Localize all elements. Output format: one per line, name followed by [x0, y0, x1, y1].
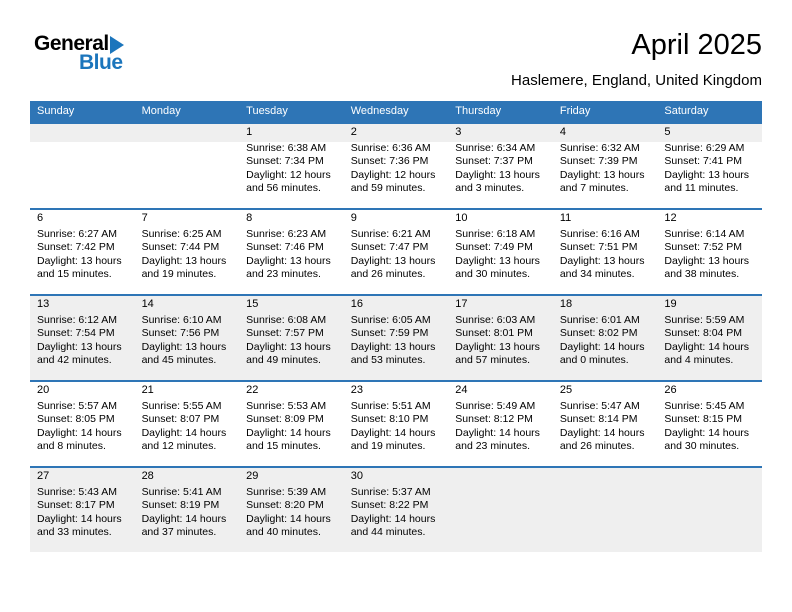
sunrise-text: Sunrise: 6:05 AM [350, 313, 431, 326]
day-cell [344, 382, 449, 466]
sunrise-text: Sunrise: 5:59 AM [664, 313, 745, 326]
daylight-text: Daylight: 14 hours and 19 minutes. [350, 426, 436, 453]
sunrise-text: Sunrise: 5:57 AM [37, 399, 117, 412]
sunrise-text: Sunrise: 5:45 AM [664, 399, 745, 412]
week-row-4 [30, 380, 762, 466]
weekday-header-wednesday: Wednesday [350, 104, 409, 117]
day-number: 12 [664, 211, 677, 224]
day-number: 22 [246, 383, 259, 396]
daylight-text: Daylight: 14 hours and 40 minutes. [246, 512, 331, 539]
sunset-text: Sunset: 7:46 PM [246, 241, 324, 254]
empty-day-cell [657, 468, 762, 552]
weekday-header-sunday: Sunday [37, 104, 75, 117]
day-number: 20 [37, 383, 50, 396]
weekday-header-friday: Friday [559, 104, 591, 117]
daylight-text: Daylight: 12 hours and 56 minutes. [246, 168, 331, 195]
day-number: 8 [246, 211, 253, 224]
day-number: 4 [553, 124, 658, 142]
sunset-text: Sunset: 8:05 PM [37, 413, 115, 426]
daylight-text: Daylight: 13 hours and 34 minutes. [559, 254, 645, 281]
day-number: 11 [559, 211, 572, 224]
sunset-text: Sunset: 8:09 PM [246, 413, 324, 426]
sunrise-text: Sunrise: 5:49 AM [455, 399, 536, 412]
sunset-text: Sunset: 8:07 PM [141, 413, 220, 426]
daylight-text: Daylight: 13 hours and 49 minutes. [246, 340, 331, 367]
daylight-text: Daylight: 14 hours and 15 minutes. [246, 426, 331, 453]
sunrise-text: Sunrise: 5:53 AM [246, 399, 327, 412]
day-number: 7 [141, 211, 148, 224]
daylight-text: Daylight: 13 hours and 45 minutes. [141, 340, 227, 367]
day-number: 29 [246, 469, 259, 482]
day-cell [239, 382, 344, 466]
day-cell [239, 124, 344, 208]
sunrise-text: Sunrise: 5:47 AM [559, 399, 640, 412]
day-number: 28 [141, 469, 154, 482]
sunrise-text: Sunrise: 6:01 AM [559, 313, 640, 326]
sunrise-text: Sunrise: 5:51 AM [350, 399, 431, 412]
daylight-text: Daylight: 13 hours and 15 minutes. [37, 254, 122, 281]
day-number: 15 [246, 297, 259, 310]
sunset-text: Sunset: 7:54 PM [37, 327, 115, 340]
month-title: April 2025 [631, 29, 762, 61]
daylight-text: Daylight: 13 hours and 7 minutes. [559, 168, 645, 195]
page-header [30, 28, 762, 89]
sunrise-text: Sunrise: 5:55 AM [141, 399, 222, 412]
weekday-header-thursday: Thursday [455, 104, 502, 117]
sunrise-text: Sunrise: 6:36 AM [350, 141, 431, 154]
day-cell [135, 296, 240, 380]
sunrise-text: Sunrise: 6:23 AM [246, 227, 327, 240]
week-row-5 [30, 466, 762, 552]
day-number-empty [657, 468, 762, 486]
sunrise-text: Sunrise: 5:39 AM [246, 485, 327, 498]
empty-day-cell [30, 124, 135, 208]
general-blue-logo [30, 28, 124, 75]
sunset-text: Sunset: 7:57 PM [246, 327, 324, 340]
title-block [511, 28, 762, 89]
sunrise-text: Sunrise: 6:29 AM [664, 141, 745, 154]
sunset-text: Sunset: 8:14 PM [559, 413, 638, 426]
sunrise-text: Sunrise: 6:21 AM [350, 227, 431, 240]
day-cell [448, 124, 553, 208]
logo-text-general: General [34, 32, 109, 55]
sunrise-text: Sunrise: 6:12 AM [37, 313, 117, 326]
sunrise-text: Sunrise: 6:03 AM [455, 313, 536, 326]
week-row-3 [30, 294, 762, 380]
weekday-header-saturday: Saturday [664, 104, 709, 117]
daylight-text: Daylight: 13 hours and 42 minutes. [37, 340, 122, 367]
day-number-empty [553, 468, 658, 486]
sunrise-text: Sunrise: 6:14 AM [664, 227, 745, 240]
day-cell [448, 382, 553, 466]
daylight-text: Daylight: 13 hours and 53 minutes. [350, 340, 436, 367]
day-cell [135, 382, 240, 466]
sunrise-text: Sunrise: 6:25 AM [141, 227, 222, 240]
sunset-text: Sunset: 7:34 PM [246, 155, 324, 168]
day-cell [448, 210, 553, 294]
daylight-text: Daylight: 14 hours and 0 minutes. [559, 340, 645, 367]
day-cell [553, 296, 658, 380]
day-number-empty [448, 468, 553, 486]
day-number: 1 [239, 124, 344, 142]
daylight-text: Daylight: 13 hours and 26 minutes. [350, 254, 436, 281]
sunset-text: Sunset: 8:01 PM [455, 327, 533, 340]
day-number: 10 [455, 211, 468, 224]
calendar-table [30, 101, 762, 552]
sunset-text: Sunset: 8:04 PM [664, 327, 743, 340]
sunset-text: Sunset: 8:15 PM [664, 413, 743, 426]
sunset-text: Sunset: 7:47 PM [350, 241, 429, 254]
day-cell [135, 468, 240, 552]
empty-day-cell [135, 124, 240, 208]
day-number: 16 [350, 297, 363, 310]
daylight-text: Daylight: 13 hours and 30 minutes. [455, 254, 540, 281]
day-number: 9 [350, 211, 357, 224]
sunrise-text: Sunrise: 5:43 AM [37, 485, 117, 498]
day-cell [657, 124, 762, 208]
sunset-text: Sunset: 8:20 PM [246, 499, 324, 512]
day-cell [553, 124, 658, 208]
day-number: 6 [37, 211, 44, 224]
sunset-text: Sunset: 8:17 PM [37, 499, 115, 512]
sunset-text: Sunset: 8:22 PM [350, 499, 429, 512]
sunrise-text: Sunrise: 5:41 AM [141, 485, 222, 498]
sunset-text: Sunset: 8:12 PM [455, 413, 533, 426]
sunset-text: Sunset: 7:36 PM [350, 155, 429, 168]
sunrise-text: Sunrise: 5:37 AM [350, 485, 431, 498]
sunset-text: Sunset: 7:37 PM [455, 155, 533, 168]
sunset-text: Sunset: 8:10 PM [350, 413, 429, 426]
day-number-empty [30, 124, 135, 142]
day-cell [239, 210, 344, 294]
daylight-text: Daylight: 14 hours and 30 minutes. [664, 426, 750, 453]
day-cell [239, 468, 344, 552]
sunrise-text: Sunrise: 6:10 AM [141, 313, 222, 326]
day-cell [344, 468, 449, 552]
sunset-text: Sunset: 7:56 PM [141, 327, 220, 340]
day-cell [344, 124, 449, 208]
daylight-text: Daylight: 13 hours and 11 minutes. [664, 168, 750, 195]
daylight-text: Daylight: 14 hours and 8 minutes. [37, 426, 122, 453]
day-number: 18 [559, 297, 573, 310]
day-cell [657, 210, 762, 294]
empty-day-cell [553, 468, 658, 552]
daylight-text: Daylight: 14 hours and 37 minutes. [141, 512, 227, 539]
sunrise-text: Sunrise: 6:18 AM [455, 227, 536, 240]
day-number: 26 [664, 383, 677, 396]
daylight-text: Daylight: 13 hours and 3 minutes. [455, 168, 540, 195]
week-row-2 [30, 208, 762, 294]
day-number: 5 [657, 124, 762, 142]
day-cell [30, 296, 135, 380]
day-number: 23 [350, 383, 363, 396]
sunset-text: Sunset: 7:51 PM [559, 241, 638, 254]
day-cell [135, 210, 240, 294]
daylight-text: Daylight: 13 hours and 23 minutes. [246, 254, 331, 281]
daylight-text: Daylight: 14 hours and 23 minutes. [455, 426, 540, 453]
day-number: 17 [455, 297, 468, 310]
day-cell [657, 296, 762, 380]
day-cell [30, 382, 135, 466]
sunset-text: Sunset: 7:44 PM [141, 241, 220, 254]
daylight-text: Daylight: 13 hours and 38 minutes. [664, 254, 750, 281]
day-cell [30, 210, 135, 294]
day-number: 30 [350, 469, 363, 482]
day-cell [239, 296, 344, 380]
day-cell [553, 210, 658, 294]
daylight-text: Daylight: 14 hours and 4 minutes. [664, 340, 750, 367]
sunrise-text: Sunrise: 6:38 AM [246, 141, 327, 154]
sunrise-text: Sunrise: 6:27 AM [37, 227, 117, 240]
day-number: 13 [37, 297, 50, 310]
logo-text-blue: Blue [79, 51, 123, 74]
day-cell [344, 210, 449, 294]
sunset-text: Sunset: 7:59 PM [350, 327, 429, 340]
day-number-empty [135, 124, 240, 142]
day-number: 24 [455, 383, 468, 396]
sunset-text: Sunset: 8:02 PM [559, 327, 638, 340]
daylight-text: Daylight: 13 hours and 19 minutes. [141, 254, 227, 281]
sunset-text: Sunset: 7:42 PM [37, 241, 115, 254]
day-number: 21 [141, 383, 154, 396]
weekday-header-monday: Monday [141, 104, 181, 117]
daylight-text: Daylight: 14 hours and 44 minutes. [350, 512, 436, 539]
sunset-text: Sunset: 7:39 PM [559, 155, 638, 168]
weekday-header-row [30, 101, 762, 122]
sunrise-text: Sunrise: 6:08 AM [246, 313, 327, 326]
day-number: 25 [559, 383, 573, 396]
daylight-text: Daylight: 14 hours and 26 minutes. [559, 426, 645, 453]
sunset-text: Sunset: 7:41 PM [664, 155, 743, 168]
day-cell [553, 382, 658, 466]
sunrise-text: Sunrise: 6:32 AM [559, 141, 640, 154]
day-number: 3 [448, 124, 553, 142]
sunset-text: Sunset: 8:19 PM [141, 499, 220, 512]
sunset-text: Sunset: 7:49 PM [455, 241, 533, 254]
day-number: 27 [37, 469, 50, 482]
daylight-text: Daylight: 14 hours and 12 minutes. [141, 426, 227, 453]
day-cell [448, 296, 553, 380]
day-number: 2 [344, 124, 449, 142]
day-cell [657, 382, 762, 466]
day-cell [344, 296, 449, 380]
sunrise-text: Sunrise: 6:34 AM [455, 141, 536, 154]
sunrise-text: Sunrise: 6:16 AM [559, 227, 640, 240]
sunset-text: Sunset: 7:52 PM [664, 241, 743, 254]
daylight-text: Daylight: 13 hours and 57 minutes. [455, 340, 540, 367]
weekday-header-tuesday: Tuesday [246, 104, 288, 117]
location-subtitle: Haslemere, England, United Kingdom [511, 71, 762, 89]
day-cell [30, 468, 135, 552]
empty-day-cell [448, 468, 553, 552]
day-number: 19 [664, 297, 677, 310]
daylight-text: Daylight: 14 hours and 33 minutes. [37, 512, 122, 539]
week-row-1 [30, 122, 762, 208]
day-number: 14 [141, 297, 154, 310]
daylight-text: Daylight: 12 hours and 59 minutes. [350, 168, 436, 195]
